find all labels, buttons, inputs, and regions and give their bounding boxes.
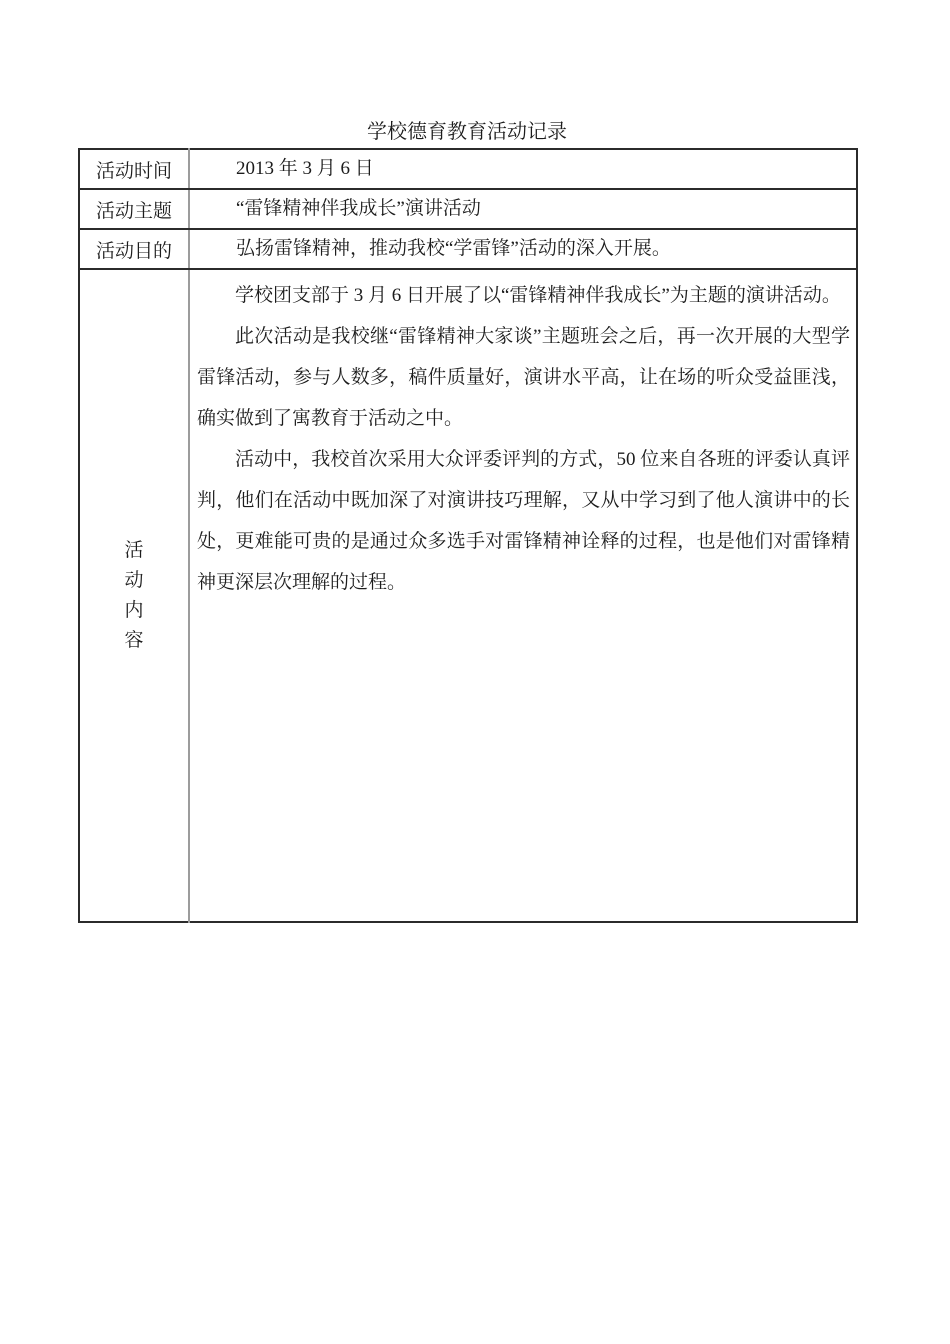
label-char-2: 动 — [124, 569, 144, 591]
content-paragraph-3: 活动中，我校首次采用大众评委评判的方式，50 位来自各班的评委认真评判，他们在活动中既加深了对演讲技巧理解，又从中学习到了他人演讲中的长处，更难能可贵的是通过众多选手对雷锋精神诠释的过程，也是他们对雷锋精神更深层次理解的过程。 — [197, 449, 850, 593]
row-value-cell-activity-purpose — [189, 229, 857, 269]
content-paragraph-1: 学校团支部于 3 月 6 日开展了以“雷锋精神伴我成长”为主题的演讲活动。 — [235, 285, 841, 306]
row-value-activity-time: 2013 年 3 月 6 日 — [236, 158, 374, 179]
activity-content-cell — [189, 269, 857, 922]
activity-record-table — [78, 148, 858, 923]
table-row-activity-time — [79, 149, 857, 189]
row-label-activity-purpose: 活动目的 — [79, 229, 189, 269]
table-row-activity-theme — [79, 189, 857, 229]
row-value-activity-purpose: 弘扬雷锋精神，推动我校“学雷锋”活动的深入开展。 — [236, 238, 671, 259]
label-char-3: 内 — [124, 599, 144, 621]
content-paragraph-2: 此次活动是我校继“雷锋精神大家谈”主题班会之后，再一次开展的大型学雷锋活动，参与人数多，稿件质量好，演讲水平高，让在场的听众受益匪浅，确实做到了寓教育于活动之中。 — [197, 326, 850, 429]
row-value-activity-theme: “雷锋精神伴我成长”演讲活动 — [236, 198, 481, 219]
label-char-1: 活 — [124, 539, 144, 561]
table-row-activity-purpose — [79, 229, 857, 269]
row-value-cell-activity-theme — [189, 189, 857, 229]
row-label-activity-content — [79, 269, 189, 922]
document-title: 学校德育教育活动记录 — [367, 121, 567, 143]
table-row-activity-content — [79, 269, 857, 922]
row-label-activity-time: 活动时间 — [79, 149, 189, 189]
row-label-activity-theme: 活动主题 — [79, 189, 189, 229]
label-char-4: 容 — [124, 629, 144, 651]
row-value-cell-activity-time — [189, 149, 857, 189]
